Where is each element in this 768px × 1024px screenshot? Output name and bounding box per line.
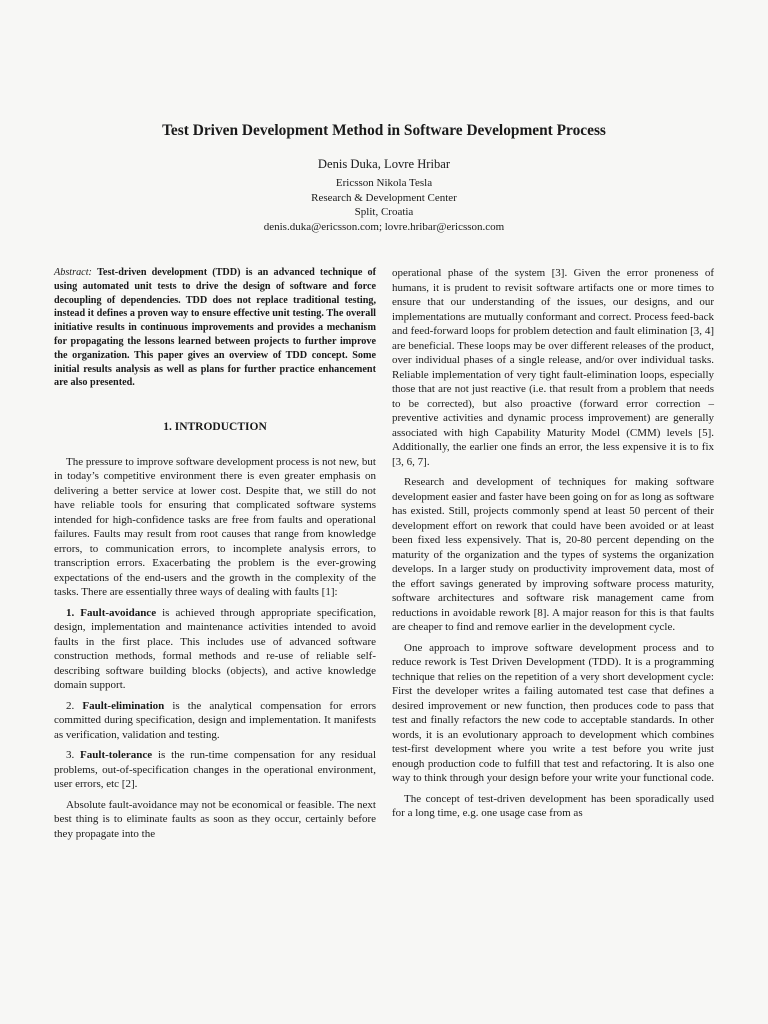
abstract [54, 266, 376, 390]
abstract-text: Test-driven development (TDD) is an advanced technique of using automated unit tests to drive the design of software and force decoupling of dependencies. TDD does not replace traditional testing, instead it defines a proven way to ensure effective unit testing. The overall initiative results in continuous improvements and provides a mechanism for propagating the lessons learned between projects to further improve the organization. This paper gives an overview of TDD concept. Some initial results analysis as well as plans for further practice enhancement are also presented. [54, 267, 377, 389]
list-item-number: 2. [66, 699, 75, 712]
affiliation-company: Ericsson Nikola Tesla [335, 177, 433, 189]
abstract-label: Abstract: [54, 267, 92, 278]
affiliation-emails: denis.duka@ericsson.com; lovre.hribar@ericsson.com [263, 220, 505, 233]
closing-paragraph: Absolute fault-avoidance may not be economical or feasible. The next best thing is to eliminate faults as soon as they occur, certainly before they propagate into the [54, 798, 376, 840]
author-affiliation [0, 176, 768, 234]
intro-paragraph: The pressure to improve software development process is not new, but in today’s competitive environment there is even greater emphasis on delivering a better service at lower cost. Despite that, we still do not have reliable tools for ensuring that complicated software systems intended for high-confidence tasks are free from faults and operational failures. Faults may result from root causes that range from knowledge errors, to communication errors, to incomplete analysis errors, to transcription errors. Exacerbating the problem is the ever-growing expectations of the end-users and the growth in the complexity of the tasks. There are essentially three ways of dealing with faults [1]: [54, 455, 376, 599]
list-item-text: is the run-time compensation for any residual problems, out-of-specification changes in the operational environment, user errors, etc [2]. [54, 749, 376, 791]
paper-title: Test Driven Development Method in Software Development Process [162, 122, 606, 139]
paper-authors: Denis Duka, Lovre Hribar [317, 157, 451, 171]
list-item-text: is achieved through appropriate specification, design, implementation and maintenance activities intended to avoid faults in the first place. This includes use of advanced software construction methods, formal methods and re-use of reliable self-describing software building blocks (objects), and active knowledge domain support. [54, 606, 376, 692]
list-item-term: Fault-tolerance [80, 749, 153, 762]
affiliation-department: Research & Development Center [311, 191, 457, 204]
left-column [54, 266, 376, 847]
list-item-term: Fault-elimination [82, 699, 165, 712]
list-item-fault-avoidance [54, 606, 376, 693]
tdd-paragraph: One approach to improve software development process and to reduce rework is Test Driven Development (TDD). It is a programming technique that relies on the repetition of a very short development cycle: First the developer writes a failing automated test case that defines a desired improvement or new function, then produces code to pass that test and finally refactors the new code to acceptable standards. In other words, it is an evolutionary approach to development which combines test-first development where you write a test before you write just enough production code to fulfill that test and refactoring. It is also one way to think through your design before your write your functional code. [392, 641, 714, 784]
history-paragraph: The concept of test-driven development has been sporadically used for a long time, e.g. one usage case from as [392, 792, 714, 819]
list-item-fault-tolerance [54, 748, 376, 792]
list-item-fault-elimination [54, 699, 376, 743]
section-heading-introduction: 1. INTRODUCTION [163, 421, 267, 434]
affiliation-location: Split, Croatia [354, 206, 414, 218]
continued-paragraph: operational phase of the system [3]. Given the error proneness of humans, it is prudent to revisit software artifacts one or more times to ensure that our understanding of the issues, our designs, and our implementations are mutually conformant and correct. Process feed-back and feed-forward loops for problem detection and fault elimination [3, 4] are beneficial. These loops may be over different releases of the product, over individual phases of a single release, and/or over individual tasks. Reliable implementation of very tight fault-elimination loops, especially those that are not just reactive (i.e. that result from a problem that needs to be corrected), but also proactive (forward error correction – preventive activities and dynamic process improvement) are generally associated with high Capability Maturity Model (CMM) levels [5]. Additionally, the earlier one finds an error, the less expensive it is to fix [3, 6, 7]. [392, 267, 714, 468]
right-column [392, 266, 714, 827]
list-item-text: is the analytical compensation for errors committed during specification, design and implementation. It manifests as verification, validation and testing. [54, 699, 376, 741]
list-item-number: 3. [66, 749, 75, 762]
list-item-number: 1. [66, 606, 75, 619]
rework-paragraph: Research and development of techniques for making software development easier and faster have been going on for as long as software has existed. Still, projects commonly spend at least 50 percent of their development effort on rework that could have been avoided or at least been fixed less expensively. That is, 20-80 percent depending on the maturity of the organization and the types of systems the organization develops. In a larger study on productivity improvement data, most of the effort savings generated by improving software process maturity, software architectures and software risk management came from reductions in avoidable rework [8]. A major reason for this is that faults are cheaper to find and remove earlier in the development cycle. [392, 476, 714, 633]
list-item-term: Fault-avoidance [80, 606, 157, 619]
